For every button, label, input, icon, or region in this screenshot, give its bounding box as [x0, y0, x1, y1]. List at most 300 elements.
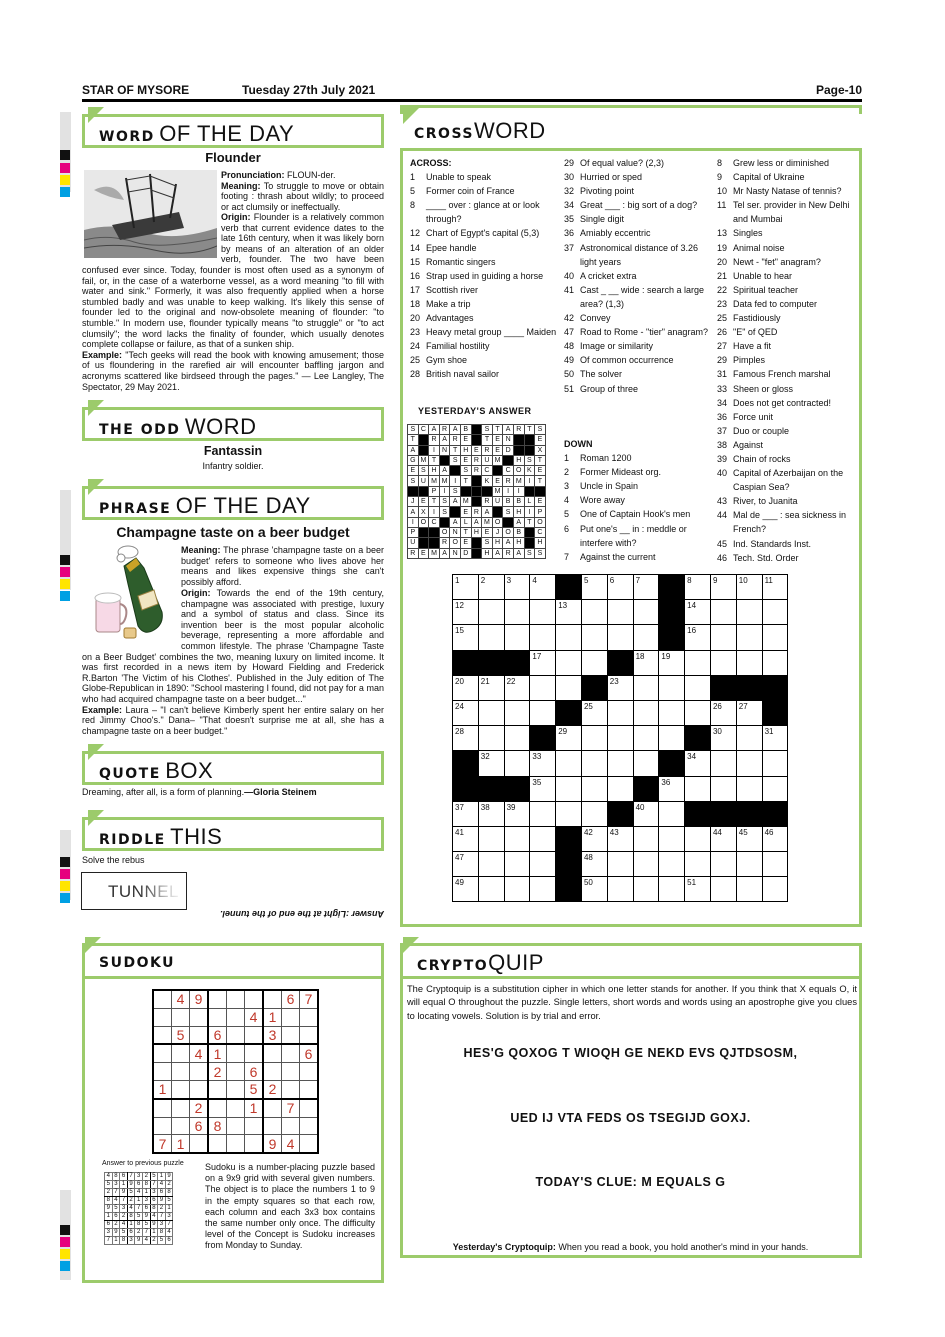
crossword-cell[interactable]	[530, 826, 556, 851]
crossword-cell[interactable]	[633, 650, 659, 675]
crossword-cell[interactable]	[504, 726, 530, 751]
sudoku-cell[interactable]	[208, 990, 227, 1008]
clue-item	[564, 353, 714, 367]
answer-cell: H	[513, 455, 524, 465]
sudoku-cell[interactable]	[208, 1099, 227, 1117]
sudoku-answer-cell: 2	[105, 1189, 113, 1197]
clue-number: 1	[564, 453, 570, 464]
crossword-cell[interactable]	[504, 675, 530, 700]
crossword-cell[interactable]	[736, 826, 762, 851]
crossword-block	[556, 877, 582, 902]
crossword-cell[interactable]	[478, 600, 504, 625]
crossword-cell[interactable]	[710, 600, 736, 625]
crossword-cell[interactable]	[607, 625, 633, 650]
crossword-cell[interactable]	[710, 650, 736, 675]
crossword-cell[interactable]	[453, 600, 479, 625]
cell-number: 32	[480, 752, 490, 762]
crossword-cell[interactable]	[685, 700, 711, 725]
sudoku-cell[interactable]	[227, 1080, 245, 1098]
crossword-cell[interactable]	[581, 600, 607, 625]
crossword-cell[interactable]	[453, 801, 479, 826]
crossword-cell[interactable]	[607, 776, 633, 801]
crossword-cell[interactable]	[685, 826, 711, 851]
issue-date: Tuesday 27th July 2021	[242, 83, 376, 97]
sudoku-cell[interactable]	[300, 1099, 319, 1117]
clue-text: Duo or couple	[733, 425, 790, 436]
crossword-cell[interactable]	[581, 575, 607, 600]
crossword-cell[interactable]	[659, 852, 685, 877]
crossword-title-big: WORD	[474, 118, 546, 143]
crossword-cell[interactable]	[633, 877, 659, 902]
crossword-cell[interactable]	[478, 852, 504, 877]
sudoku-cell[interactable]	[172, 1063, 190, 1081]
crossword-cell[interactable]	[736, 650, 762, 675]
crossword-cell[interactable]	[633, 600, 659, 625]
sudoku-cell[interactable]	[208, 1080, 227, 1098]
sudoku-cell[interactable]	[282, 1063, 300, 1081]
sudoku-cell: 4	[172, 990, 190, 1008]
clue-text: Tel ser. provider in New Delhi and Mumbai	[733, 200, 850, 225]
crossword-cell[interactable]	[762, 852, 788, 877]
answer-cell: P	[429, 486, 440, 496]
crossword-cell[interactable]	[581, 852, 607, 877]
crossword-cell[interactable]	[504, 801, 530, 826]
crossword-cell[interactable]	[659, 726, 685, 751]
sudoku-cell[interactable]	[282, 1008, 300, 1026]
sudoku-cell: 7	[300, 990, 319, 1008]
crossword-cell[interactable]	[633, 852, 659, 877]
sudoku-cell[interactable]	[282, 1026, 300, 1044]
clue-item	[564, 226, 714, 240]
cryptoquip-title-small: CRYPTO	[417, 958, 489, 974]
cell-number: 37	[455, 802, 464, 812]
answer-cell: S	[482, 425, 493, 435]
clue-item	[410, 241, 560, 255]
crossword-cell[interactable]	[710, 751, 736, 776]
crossword-cell[interactable]	[453, 877, 479, 902]
crossword-cell[interactable]	[607, 877, 633, 902]
crossword-cell[interactable]	[504, 751, 530, 776]
crossword-cell[interactable]	[736, 852, 762, 877]
answer-block	[524, 538, 535, 548]
crossword-cell[interactable]	[710, 826, 736, 851]
crossword-cell[interactable]	[736, 726, 762, 751]
crossword-cell[interactable]	[710, 700, 736, 725]
clue-number: 6	[564, 523, 570, 534]
crossword-cell[interactable]	[762, 575, 788, 600]
crossword-cell[interactable]	[685, 575, 711, 600]
clue-text: Heavy metal group ____ Maiden	[426, 327, 557, 338]
crossword-cell[interactable]	[736, 600, 762, 625]
crossword-cell[interactable]	[762, 826, 788, 851]
clue-item	[564, 522, 714, 550]
sudoku-cell[interactable]	[172, 1117, 190, 1135]
sudoku-cell[interactable]	[263, 1117, 282, 1135]
crossword-cell[interactable]	[736, 575, 762, 600]
crossword-cell[interactable]	[659, 776, 685, 801]
clue-number: 50	[564, 369, 575, 380]
crossword-cell[interactable]	[710, 726, 736, 751]
sudoku-cell[interactable]	[300, 1063, 319, 1081]
crossword-cell[interactable]	[736, 877, 762, 902]
crossword-cell[interactable]	[607, 600, 633, 625]
sudoku-cell[interactable]	[282, 1080, 300, 1098]
crossword-cell[interactable]	[710, 575, 736, 600]
crossword-cell[interactable]	[530, 877, 556, 902]
answer-cell: T	[429, 455, 440, 465]
crossword-cell[interactable]	[607, 675, 633, 700]
answer-cell: O	[535, 517, 546, 527]
sudoku-cell[interactable]	[245, 1044, 264, 1062]
crossword-cell[interactable]	[685, 625, 711, 650]
answer-cell: M	[418, 455, 429, 465]
crossword-cell[interactable]	[478, 726, 504, 751]
answer-cell: N	[450, 548, 461, 558]
sudoku-cell[interactable]	[300, 1026, 319, 1044]
crossword-cell[interactable]	[659, 700, 685, 725]
crossword-cell[interactable]	[581, 700, 607, 725]
sudoku-cell[interactable]	[245, 1026, 264, 1044]
float-spacer	[82, 212, 221, 264]
crossword-cell[interactable]	[478, 877, 504, 902]
clue-item	[717, 466, 857, 494]
sudoku-cell[interactable]	[227, 1117, 245, 1135]
crossword-cell[interactable]	[530, 575, 556, 600]
sudoku-cell[interactable]	[263, 1063, 282, 1081]
sudoku-cell[interactable]	[300, 1080, 319, 1098]
sudoku-cell[interactable]	[300, 1117, 319, 1135]
sudoku-answer-cell: 1	[135, 1197, 143, 1205]
crossword-cell[interactable]	[685, 751, 711, 776]
answer-cell: R	[482, 445, 493, 455]
answer-block	[524, 435, 535, 445]
crossword-cell[interactable]	[530, 675, 556, 700]
crossword-cell[interactable]	[607, 575, 633, 600]
clue-number: 38	[717, 439, 728, 450]
clue-number: 1	[410, 172, 416, 183]
crossword-cell[interactable]	[762, 776, 788, 801]
sudoku-answer-cell: 3	[158, 1221, 166, 1229]
sudoku-cell[interactable]	[172, 1008, 190, 1026]
clue-number: 12	[410, 228, 421, 239]
crossword-cell[interactable]	[659, 675, 685, 700]
sudoku-cell[interactable]	[153, 1026, 172, 1044]
sudoku-answer-cell: 1	[120, 1181, 128, 1189]
sudoku-answer-cell: 3	[150, 1189, 158, 1197]
sudoku-cell[interactable]	[300, 1135, 319, 1153]
sudoku-cell[interactable]	[153, 1008, 172, 1026]
across-clues-col1	[410, 156, 560, 382]
crossword-cell[interactable]	[736, 776, 762, 801]
crossword-cell[interactable]	[581, 625, 607, 650]
sudoku-cell[interactable]	[172, 1099, 190, 1117]
crossword-cell[interactable]	[607, 826, 633, 851]
crossword-cell[interactable]	[633, 726, 659, 751]
sudoku-cell[interactable]	[245, 1135, 264, 1153]
crossword-cell[interactable]	[762, 726, 788, 751]
crossword-cell[interactable]	[710, 776, 736, 801]
crossword-cell[interactable]	[762, 751, 788, 776]
crossword-cell[interactable]	[478, 751, 504, 776]
cell-number: 43	[609, 827, 619, 837]
crossword-cell[interactable]	[530, 625, 556, 650]
crossword-cell[interactable]	[762, 877, 788, 902]
sudoku-cell[interactable]	[282, 1044, 300, 1062]
crossword-cell[interactable]	[581, 801, 607, 826]
crossword-cell[interactable]	[710, 852, 736, 877]
sudoku-cell[interactable]	[227, 1099, 245, 1117]
crossword-cell[interactable]	[504, 600, 530, 625]
crossword-cell[interactable]	[633, 575, 659, 600]
crossword-cell[interactable]	[556, 600, 582, 625]
clue-item	[410, 198, 560, 226]
crossword-cell[interactable]	[504, 852, 530, 877]
crossword-cell[interactable]	[504, 877, 530, 902]
phrase-meaning-label: Meaning:	[181, 545, 221, 555]
sudoku-cell[interactable]	[227, 1135, 245, 1153]
crossword-cell[interactable]	[659, 650, 685, 675]
answer-cell: R	[450, 435, 461, 445]
crossword-cell[interactable]	[478, 700, 504, 725]
reg-mark-black	[60, 555, 70, 565]
crossword-cell[interactable]	[633, 826, 659, 851]
crossword-cell[interactable]	[453, 675, 479, 700]
clue-number: 18	[410, 298, 421, 309]
crossword-cell[interactable]	[556, 751, 582, 776]
sudoku-cell[interactable]	[227, 1063, 245, 1081]
crossword-cell[interactable]	[607, 700, 633, 725]
crossword-cell[interactable]	[478, 826, 504, 851]
crossword-cell[interactable]	[478, 625, 504, 650]
crossword-cell[interactable]	[659, 801, 685, 826]
crossword-cell[interactable]	[530, 600, 556, 625]
crossword-cell[interactable]	[504, 700, 530, 725]
sudoku-cell[interactable]	[208, 1135, 227, 1153]
crossword-cell[interactable]	[478, 675, 504, 700]
sudoku-cell: 2	[208, 1063, 227, 1081]
cell-number: 44	[712, 827, 722, 837]
crossword-cell[interactable]	[762, 650, 788, 675]
crossword-cell[interactable]	[633, 751, 659, 776]
sudoku-cell[interactable]	[263, 990, 282, 1008]
answer-cell: T	[460, 476, 471, 486]
sudoku-cell[interactable]	[245, 1117, 264, 1135]
crossword-cell[interactable]	[633, 700, 659, 725]
crossword-cell[interactable]	[453, 625, 479, 650]
clue-item	[564, 311, 714, 325]
crossword-cell[interactable]	[556, 625, 582, 650]
crossword-cell[interactable]	[762, 600, 788, 625]
sudoku-answer-cell: 4	[165, 1229, 173, 1237]
clue-item	[717, 226, 857, 240]
sudoku-cell[interactable]	[263, 1044, 282, 1062]
crossword-cell[interactable]	[530, 751, 556, 776]
sudoku-cell[interactable]	[227, 1044, 245, 1062]
crossword-cell[interactable]	[504, 625, 530, 650]
crossword-cell[interactable]	[453, 575, 479, 600]
crossword-cell[interactable]	[685, 776, 711, 801]
clue-text: Have a fit	[733, 341, 772, 352]
crossword-cell[interactable]	[685, 600, 711, 625]
word-of-day-top-text	[221, 170, 384, 212]
crossword-cell[interactable]	[607, 726, 633, 751]
clue-item	[717, 424, 857, 438]
crossword-cell[interactable]	[736, 751, 762, 776]
sudoku-cell[interactable]	[190, 1008, 209, 1026]
sudoku-answer-cell: 5	[105, 1181, 113, 1189]
crossword-cell[interactable]	[556, 801, 582, 826]
crossword-cell[interactable]	[556, 675, 582, 700]
crossword-cell[interactable]	[659, 877, 685, 902]
crossword-cell[interactable]	[762, 625, 788, 650]
clue-text: One of Captain Hook's men	[580, 509, 691, 520]
example-label: Example:	[82, 349, 123, 360]
yesterday-answer-label: YESTERDAY'S ANSWER	[418, 406, 532, 416]
sudoku-cell[interactable]	[153, 990, 172, 1008]
crossword-cell[interactable]	[453, 700, 479, 725]
sudoku-cell[interactable]	[190, 1135, 209, 1153]
sudoku-cell[interactable]	[208, 1008, 227, 1026]
down-label: DOWN	[564, 439, 593, 449]
cryptoquip-title	[417, 950, 544, 976]
reg-mark-black	[60, 150, 70, 160]
sudoku-cell[interactable]	[172, 1080, 190, 1098]
clue-number: 41	[564, 284, 575, 295]
sudoku-answer-cell: 9	[158, 1197, 166, 1205]
crossword-cell[interactable]	[685, 852, 711, 877]
sudoku-cell[interactable]	[153, 1099, 172, 1117]
crossword-cell[interactable]	[710, 625, 736, 650]
answer-cell: S	[460, 466, 471, 476]
clue-number: 39	[717, 453, 728, 464]
sudoku-cell[interactable]	[263, 1099, 282, 1117]
answer-cell: R	[429, 435, 440, 445]
answer-cell: S	[408, 476, 419, 486]
crossword-cell[interactable]	[453, 726, 479, 751]
sudoku-cell[interactable]	[227, 990, 245, 1008]
crossword-cell[interactable]	[581, 650, 607, 675]
cell-number: 48	[583, 853, 593, 863]
crossword-cell[interactable]	[736, 700, 762, 725]
sudoku-cell[interactable]	[172, 1044, 190, 1062]
answer-cell: A	[450, 517, 461, 527]
crossword-cell[interactable]	[453, 852, 479, 877]
sudoku-cell[interactable]	[282, 1117, 300, 1135]
crossword-cell[interactable]	[478, 801, 504, 826]
sudoku-cell[interactable]	[190, 1063, 209, 1081]
clue-text: Convey	[580, 313, 611, 324]
cell-number: 9	[712, 576, 718, 585]
crossword-cell[interactable]	[607, 852, 633, 877]
crossword-cell[interactable]	[530, 776, 556, 801]
sudoku-cell[interactable]	[190, 1080, 209, 1098]
clue-number: 45	[717, 538, 728, 549]
crossword-cell[interactable]	[478, 575, 504, 600]
crossword-cell[interactable]	[607, 751, 633, 776]
crossword-cell[interactable]	[685, 675, 711, 700]
sudoku-cell[interactable]	[153, 1117, 172, 1135]
sudoku-cell[interactable]	[153, 1063, 172, 1081]
sudoku-cell[interactable]	[190, 1026, 209, 1044]
crossword-cell[interactable]	[504, 575, 530, 600]
crossword-cell[interactable]	[581, 776, 607, 801]
crossword-cell[interactable]	[530, 650, 556, 675]
clue-item	[564, 479, 714, 493]
clue-number: 40	[564, 270, 575, 281]
cell-number: 39	[506, 802, 516, 812]
crossword-cell[interactable]	[633, 625, 659, 650]
crossword-cell[interactable]	[581, 826, 607, 851]
answer-cell: O	[492, 517, 503, 527]
crossword-block	[762, 675, 788, 700]
sudoku-answer-cell: 8	[120, 1237, 128, 1245]
down-clues-col2	[717, 156, 857, 565]
crossword-cell[interactable]	[530, 801, 556, 826]
sudoku-cell[interactable]	[227, 1008, 245, 1026]
crossword-cell[interactable]	[685, 650, 711, 675]
answer-block	[418, 445, 429, 455]
clue-text: Unable to speak	[426, 172, 492, 183]
crossword-cell[interactable]	[736, 625, 762, 650]
crossword-cell[interactable]	[556, 650, 582, 675]
crossword-cell[interactable]	[581, 726, 607, 751]
clue-number: 21	[717, 270, 728, 281]
crossword-cell[interactable]	[710, 877, 736, 902]
sudoku-cell[interactable]	[227, 1026, 245, 1044]
crossword-cell[interactable]	[556, 726, 582, 751]
sudoku-cell[interactable]	[245, 990, 264, 1008]
answer-block	[503, 517, 514, 527]
answer-block	[418, 538, 429, 548]
answer-cell: G	[408, 455, 419, 465]
cell-number: 16	[687, 626, 697, 636]
crossword-cell[interactable]	[685, 877, 711, 902]
crossword-cell[interactable]	[633, 675, 659, 700]
sudoku-answer-cell: 7	[105, 1237, 113, 1245]
clue-number: 47	[564, 327, 575, 338]
answer-block	[513, 445, 524, 455]
sudoku-cell[interactable]	[300, 1008, 319, 1026]
phrase-title-box	[82, 486, 384, 520]
crossword-cell[interactable]	[556, 776, 582, 801]
cell-number: 45	[738, 827, 748, 837]
cell-number: 41	[455, 827, 464, 837]
crossword-cell[interactable]	[659, 826, 685, 851]
answer-block	[418, 486, 429, 496]
clue-text: Fastidiously	[733, 313, 781, 324]
clue-number: 29	[564, 158, 575, 168]
crossword-cell[interactable]	[581, 877, 607, 902]
answer-cell: M	[429, 476, 440, 486]
clue-number: 37	[717, 425, 728, 436]
cell-number: 36	[661, 777, 671, 787]
cell-number: 15	[455, 626, 464, 636]
sudoku-cell: 9	[190, 990, 209, 1008]
reg-mark-magenta	[60, 1237, 70, 1247]
clue-item	[410, 170, 560, 184]
crossword-cell[interactable]	[453, 826, 479, 851]
sudoku-cell[interactable]	[153, 1044, 172, 1062]
crossword-cell[interactable]	[504, 826, 530, 851]
riddle-prompt: Solve the rebus	[82, 855, 145, 865]
crossword-cell[interactable]	[530, 852, 556, 877]
crossword-cell[interactable]	[581, 751, 607, 776]
crossword-cell[interactable]	[633, 801, 659, 826]
crossword-cell[interactable]	[530, 700, 556, 725]
answer-block	[524, 527, 535, 537]
answer-cell: O	[513, 466, 524, 476]
clue-text: Capital of Azerbaijan on the Caspian Sea?	[733, 468, 844, 493]
